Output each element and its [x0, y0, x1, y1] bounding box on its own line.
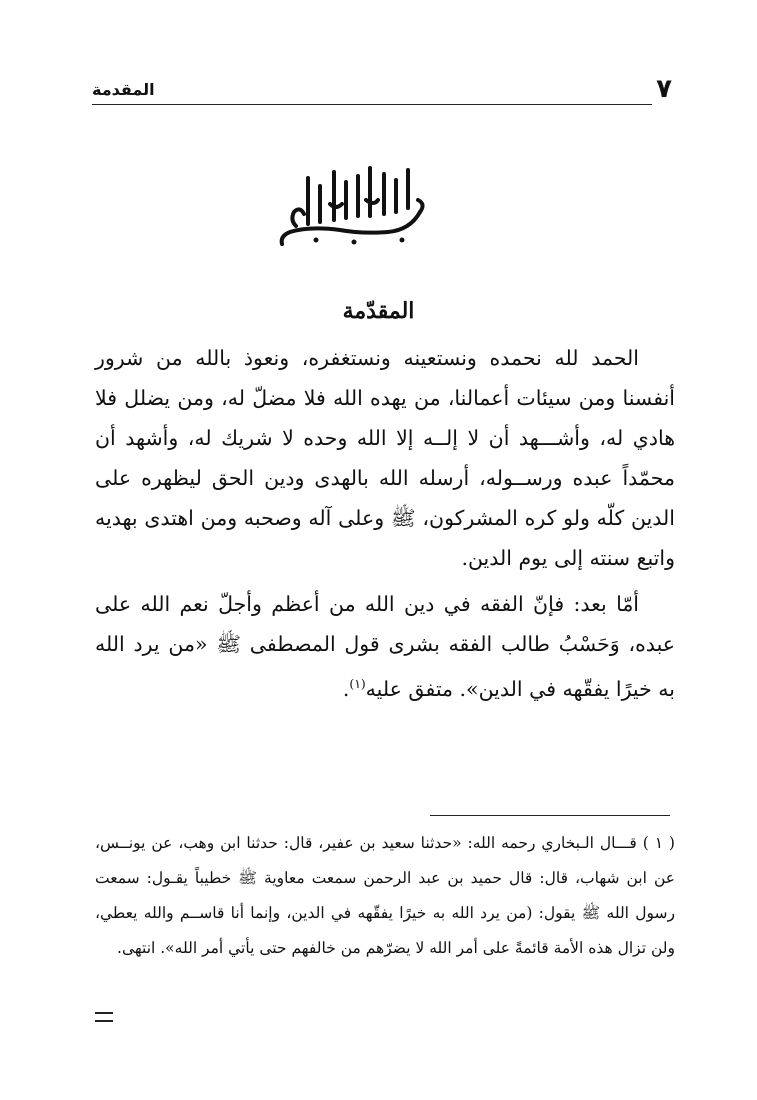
paragraph-opening: الحمد لله نحمده ونستعينه ونستغفره، ونعوذ بالله من شرور أنفسنا ومن سيئات أعمالنا، من يهده الله فلا مضلّ له، ومن يضلل فلا هادي له، وأشـــهد أن لا إلــه إلا الله وحده لا شريك له، وأشهد أن محمّداً عبده ورســوله، أرسله الله بالهدى ودين الحق ليظهره على الدين كلّه ولو كره المشركون، ﷺ وعلى آله وصحبه ومن اهتدى بهديه واتبع سنته إلى يوم الدين.: [95, 346, 676, 570]
footnote-marker: ( ١ ): [642, 834, 675, 852]
paragraph-amma-bad-text: أمّا بعد: فإنّ الفقه في دين الله من أعظم وأجلّ نعم الله على عبده، وَحَسْبُ طالب الفقه بشرى قول المصطفى ﷺ «من يرد الله به خيرًا يفقّهه في الدين». متفق عليه: [95, 592, 675, 701]
section-title: المقدّمة: [342, 298, 415, 324]
page-number: ٧: [656, 74, 672, 104]
header-divider: [92, 104, 652, 105]
footnote-divider: [430, 815, 670, 816]
paragraph-amma-bad: أمّا بعد: فإنّ الفقه في دين الله من أعظم وأجلّ نعم الله على عبده، وَحَسْبُ طالب الفقه بشرى قول المصطفى ﷺ «من يرد الله به خيرًا يفقّهه في الدين». متفق عليه$^{(١)}$.: [95, 592, 675, 701]
basmala-calligraphy: [270, 160, 430, 255]
footnote-text: قـــال الـبخاري رحمه الله: «حدثنا سعيد بن عفير، قال: حدثنا ابن وهب، عن يونــس، عن ابن شهاب، قال: قال حميد بن عبد الرحمن سمعت معاوية ﷺ خطيباً يقـول: سمعت رسول الله ﷺ يقول: (من يرد الله به خيرًا يفقّهه في الدين، وإنما أنا قاســم والله يعطي، ولن تزال هذه الأمة قائمةً على أمر الله لا يضرّهم من خالفهم حتى يأتي أمر الله». انتهى.: [95, 834, 675, 957]
main-text: [95, 338, 675, 715]
footnote: [95, 826, 675, 966]
footnote-reference: (١): [349, 677, 366, 691]
running-title: المقدمة: [92, 80, 155, 99]
page-end-mark: [95, 1012, 113, 1022]
